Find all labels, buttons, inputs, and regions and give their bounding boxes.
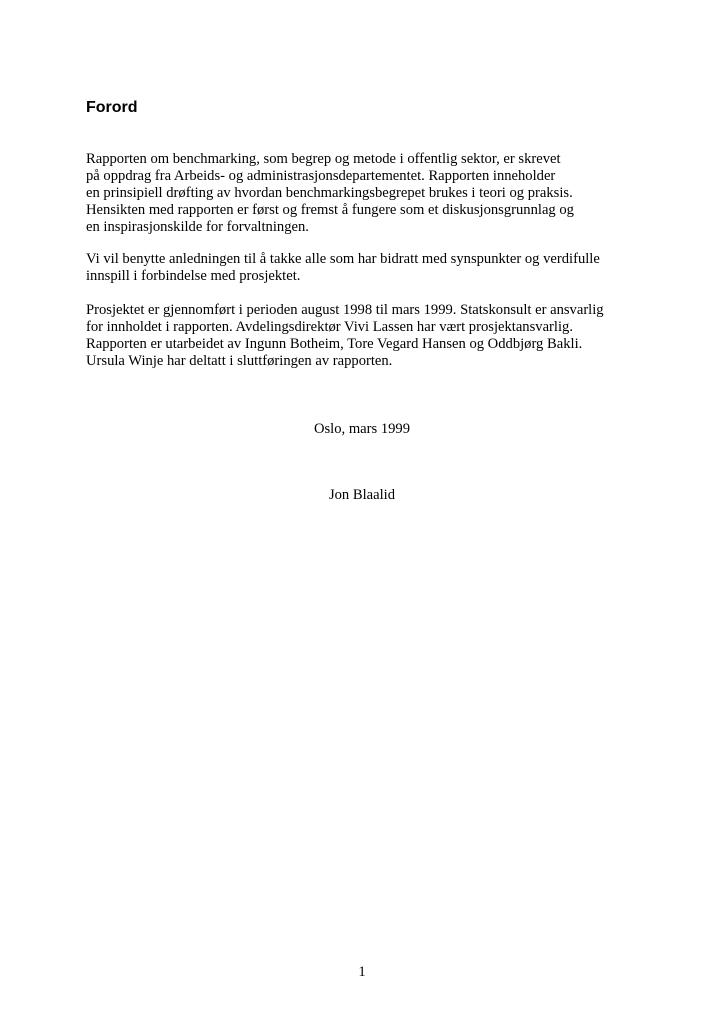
signature-name: Jon Blaalid [328,487,396,503]
text-line: en prinsipiell drøfting av hvordan benchmarkingsbegrepet brukes i teori og praksis. [86,185,573,201]
text-line: en inspirasjonskilde for forvaltningen. [86,219,309,235]
text-line: Rapporten om benchmarking, som begrep og metode i offentlig sektor, er skrevet [86,151,561,167]
text-line: Hensikten med rapporten er først og fremst å fungere som et diskusjonsgrunnlag og [86,202,574,218]
place-date: Oslo, mars 1999 [313,421,411,437]
text-line: Prosjektet er gjennomført i perioden august 1998 til mars 1999. Statskonsult er ansvarlig [86,302,604,318]
text-line: for innholdet i rapporten. Avdelingsdirektør Vivi Lassen har vært prosjektansvarlig. [86,319,573,335]
text-line: Vi vil benytte anledningen til å takke alle som har bidratt med synspunkter og verdifulle [86,251,600,267]
paragraph-intro [86,151,574,236]
text-line: innspill i forbindelse med prosjektet. [86,268,301,284]
paragraph-thanks [86,251,600,285]
page-number: 1 [358,964,366,980]
text-line: Rapporten er utarbeidet av Ingunn Botheim, Tore Vegard Hansen og Oddbjørg Bakli. [86,336,583,352]
text-line: på oppdrag fra Arbeids- og administrasjonsdepartementet. Rapporten inneholder [86,168,556,184]
paragraph-project [86,302,604,370]
page-title: Forord [86,99,138,116]
text-line: Ursula Winje har deltatt i sluttføringen av rapporten. [86,353,393,369]
